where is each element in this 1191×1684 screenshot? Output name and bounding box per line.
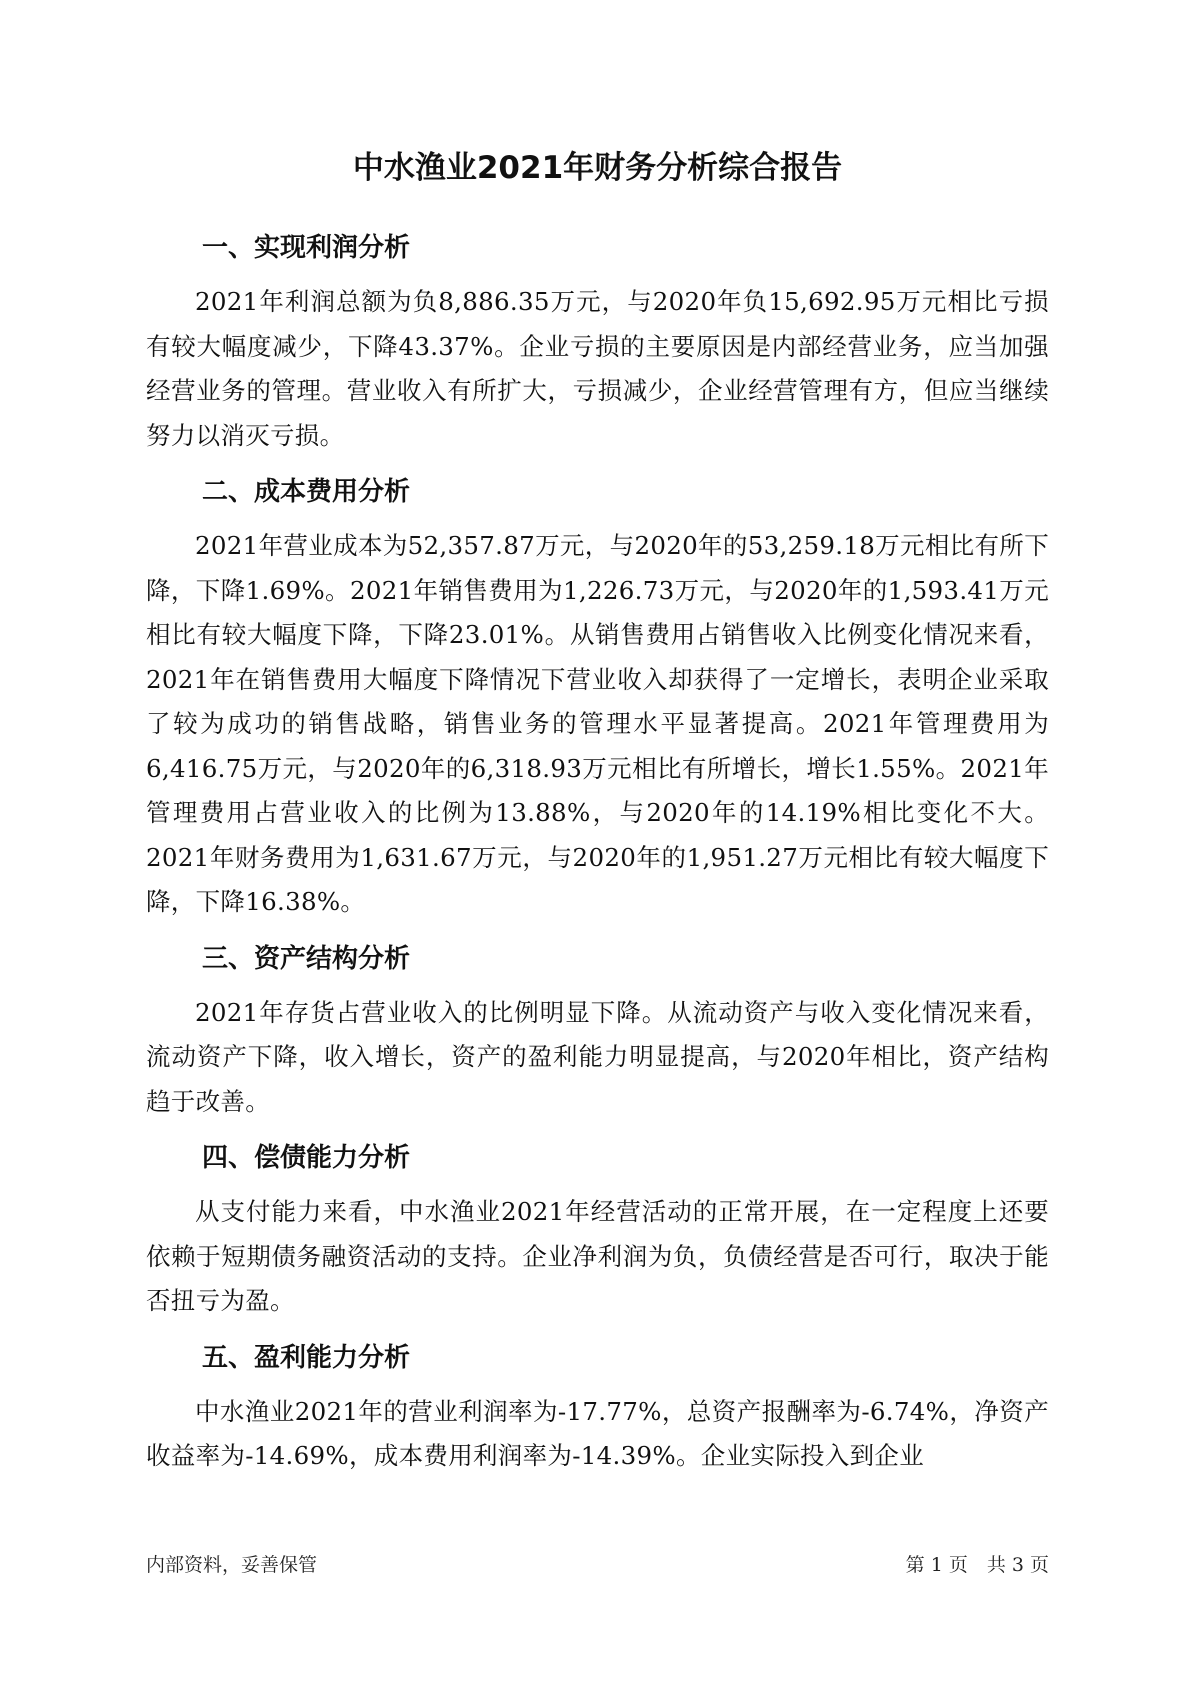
section-heading: 三、资产结构分析 <box>202 943 411 974</box>
section-assets <box>146 937 1049 1125</box>
section-paragraph: 中水渔业2021年的营业利润率为-17.77%，总资产报酬率为-6.74%，净资产收益率为-14.69%，成本费用利润率为-14.39%。企业实际投入到企业 <box>146 1396 1049 1470</box>
section-heading: 四、偿债能力分析 <box>202 1143 411 1173</box>
confidential-note: 内部资料，妥善保管 <box>146 1554 318 1576</box>
section-heading: 一、实现利润分析 <box>202 233 411 263</box>
document-body <box>146 226 1049 1491</box>
section-paragraph: 从支付能力来看，中水渔业2021年经营活动的正常开展，在一定程度上还要依赖于短期债务融资活动的支持。企业净利润为负，负债经营是否可行，取决于能否扭亏为盈。 <box>146 1197 1049 1315</box>
page-title: 中水渔业2021年财务分析综合报告 <box>352 150 843 186</box>
section-paragraph: 2021年存货占营业收入的比例明显下降。从流动资产与收入变化情况来看，流动资产下降，收入增长，资产的盈利能力明显提高，与2020年相比，资产结构趋于改善。 <box>146 997 1049 1116</box>
document-page <box>146 0 1049 1684</box>
section-cost <box>146 470 1049 925</box>
page-number: 第 1 页 共 3 页 <box>905 1554 1049 1576</box>
section-paragraph: 2021年营业成本为52,357.87万元，与2020年的53,259.18万元相比有所下降，下降1.69%。2021年销售费用为1,226.73万元，与2020年的1,593.41万元相比有较大幅度下降，下降23.01%。从销售费用占销售收入比例变化情况来看，2021年在销售费用大幅度下降情况下营业收入却获得了一定增长，表明企业采取了较为成功的销售战略，销售业务的管理水平显著提高。2021年管理费用为6,416.75万元，与2020年的6,318.93万元相比有所增长，增长1.55%。2021年管理费用占营业收入的比例为13.88%，与2020年的14.19%相比变化不大。2021年财务费用为1,631.67万元，与2020年的1,951.27万元相比有较大幅度下降，下降16.38%。 <box>146 531 1049 916</box>
section-paragraph: 2021年利润总额为负8,886.35万元，与2020年负15,692.95万元相比亏损有较大幅度减少，下降43.37%。企业亏损的主要原因是内部经营业务，应当加强经营业务的管理。营业收入有所扩大，亏损减少，企业经营管理有方，但应当继续努力以消灭亏损。 <box>146 287 1049 450</box>
section-heading: 二、成本费用分析 <box>202 477 411 507</box>
section-solvency <box>146 1136 1049 1324</box>
section-heading: 五、盈利能力分析 <box>202 1342 411 1373</box>
section-profit <box>146 226 1049 458</box>
section-profitability <box>146 1336 1049 1479</box>
